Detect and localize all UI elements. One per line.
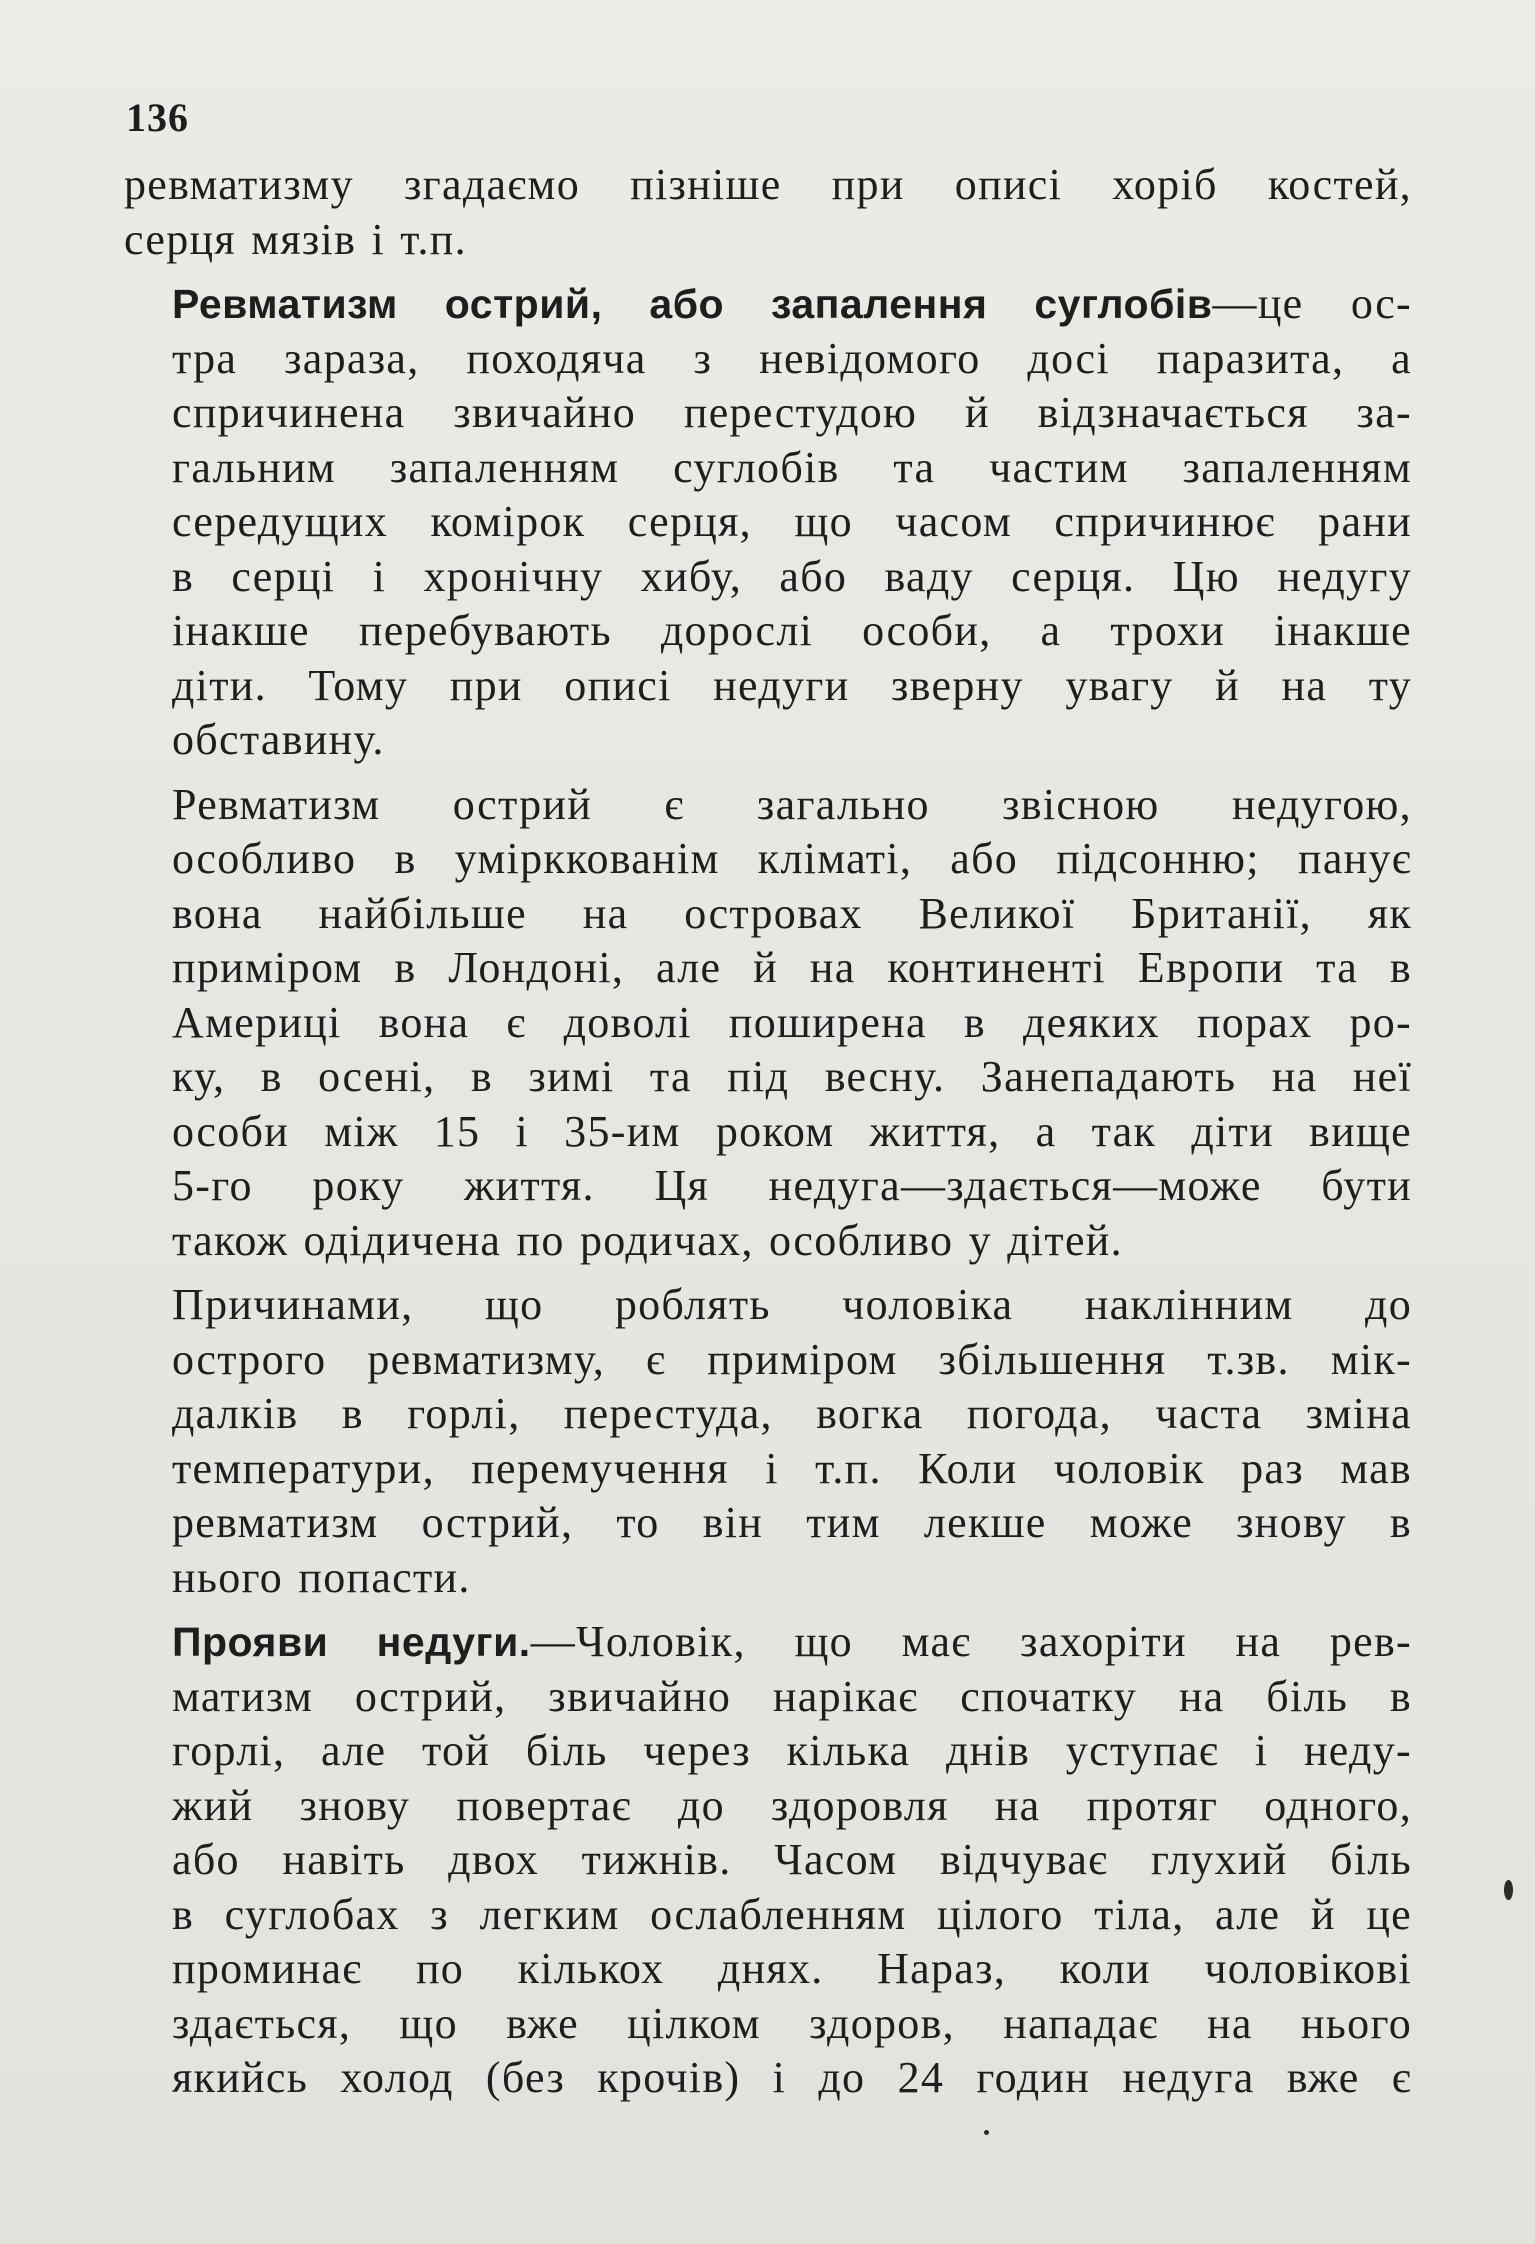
section-heading: Прояви недуги. [172,1619,531,1665]
paragraph-acute-rheumatism [124,277,1412,768]
text-line: або навіть двох тижнів. Часом відчуває глухий біль [172,1835,1412,1884]
ink-speck [984,2130,989,2135]
text-line: Ревматизм острий є загально звісною недугою, [172,779,1412,829]
text-line: в суглобах з легким ослабленням цілого тіла, але й це [172,1889,1412,1939]
text-line: особи між 15 і 35-им роком життя, а так діти вище [172,1106,1412,1156]
text-line [124,277,1412,332]
text-line: обставину. [172,715,385,764]
text-line: також одідичена по родичах, особливо у дітей. [172,1215,1123,1265]
text-line: далків в горлі, перестуда, вогка погода, часта зміна [172,1389,1412,1438]
text-line: ревматизм острий, то він тим лекше може знову в [172,1498,1412,1547]
text-line: температури, перемучення і т.п. Коли чоловік раз мав [172,1443,1412,1493]
text-line: приміром в Лондоні, але й на континенті Европи та в [172,943,1412,992]
text-line: якийсь холод (без крочів) і до 24 годин недуга вже є [172,2053,1412,2102]
text-line: проминає по кількох днях. Нараз, коли чоловікові [172,1944,1412,1993]
text-line: спричинена звичайно перестудою й відзначається за- [172,388,1412,437]
paragraph-causes [124,1278,1412,1605]
text-line: здається, що вже цілком здоров, нападає на нього [172,1998,1412,2048]
text-line: нього попасти. [172,1552,471,1602]
paragraph-prevalence [124,778,1412,1269]
text-line: жий знову повертає до здоровля на протяг одного, [172,1780,1412,1830]
text-line: інакше перебувають дорослі особи, а трохи інакше [172,606,1412,655]
text-line: гальним запаленням суглобів та частим запаленням [172,442,1412,492]
text-run: —це ос- [1212,279,1412,328]
text-line: середущих комірок серця, що часом спричинює рани [172,497,1412,546]
text-line: тра зараза, походяча з невідомого досі паразита, а [172,333,1412,383]
text-line: ревматизму згадаємо пізніше при описі хоріб костей, [124,160,1412,209]
text-line: серця мязів і т.п. [124,214,467,264]
page-number: 136 [126,95,189,140]
text-line: матизм острий, звичайно нарікає спочатку на біль в [172,1671,1412,1721]
text-line: вона найбільше на островах Великої Британії, як [172,888,1412,938]
paragraph-symptoms [124,1615,1412,2106]
text-line: Америці вона є доволі поширена в деяких порах ро- [172,997,1412,1047]
text-line: особливо в умірккованім кліматі, або підсонню; панує [172,834,1412,883]
text-line: 5-го року життя. Ця недуга—здається—може бути [172,1161,1412,1210]
body-text [124,158,1412,2116]
text-line: острого ревматизму, є приміром збільшення т.зв. мік- [172,1334,1412,1384]
paragraph-continuation [124,158,1412,267]
text-line: в серці і хронічну хибу, або ваду серця. Цю недугу [172,551,1412,601]
text-line: Причинами, що роблять чоловіка наклінним до [172,1280,1412,1329]
text-line: ку, в осені, в зимі та під весну. Занепадають на неї [172,1052,1412,1101]
ink-speck [1504,1880,1513,1900]
text-line: горлі, але той біль через кілька днів уступає і неду- [172,1726,1412,1775]
text-line [124,1615,1412,1670]
text-line: діти. Тому при описі недуги зверну увагу й на ту [172,660,1412,710]
section-heading: Ревматизм острий, або запалення суглобів [172,281,1213,327]
text-run: —Чоловік, що має захоріти на рев- [530,1617,1412,1666]
